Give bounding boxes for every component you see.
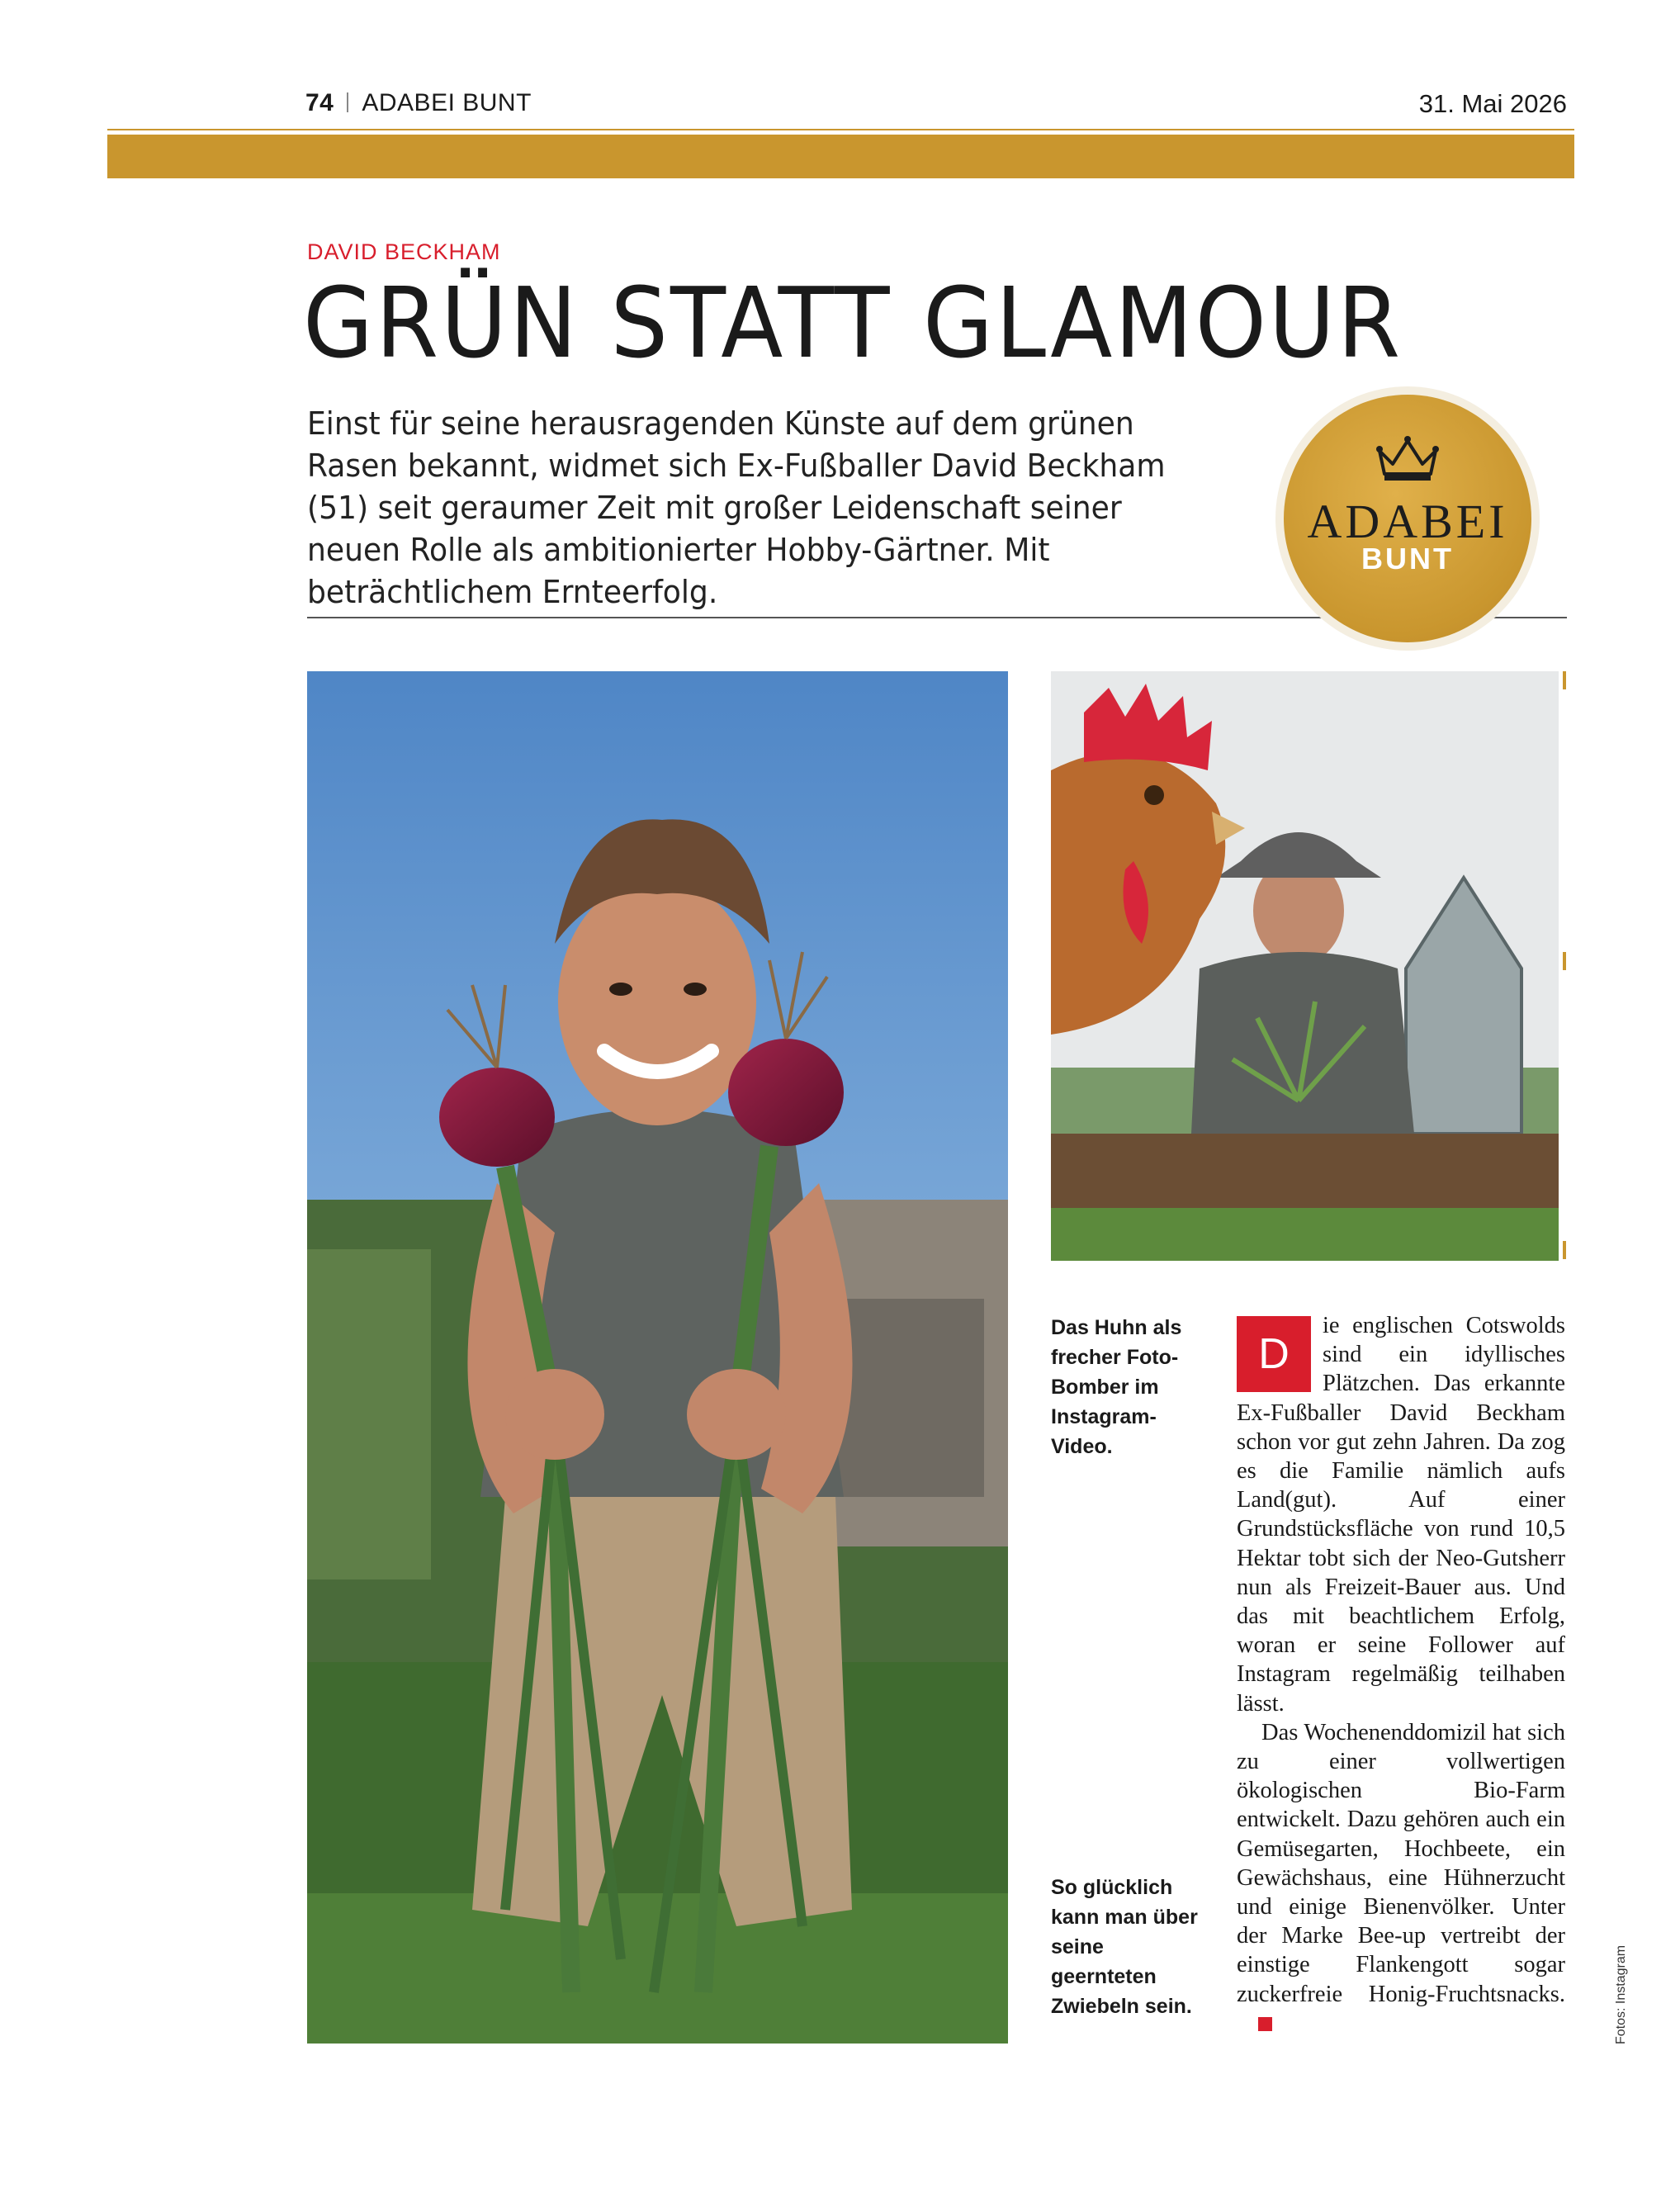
paragraph-1: [1237, 1311, 1565, 1718]
paragraph-1-text: ie englischen Cotswolds sind ein idyllisches Plätzchen. Das erkannte Ex-Fußballer David Beckham schon vor gut zehn Jahren. Da zog es die Familie nämlich aufs Land(gut). Auf einer Grundstücksfläche von rund 10,5 Hektar tobt sich der Neo-Gutsherr nun als Freizeit-Bauer aus. Und das mit beachtlichem Erfolg, woran er seine Follower auf Instagram regelmäßig teilhaben lässt.: [1237, 1313, 1565, 1717]
onion-harvest-illustration: [307, 671, 1008, 2044]
badge-subtitle: BUNT: [1361, 542, 1454, 575]
paragraph-2-text: Das Wochenenddomizil hat sich zu einer vollwertigen ökologischen Bio-Farm entwickelt. Dazu gehören auch ein Gemüsegarten, Hochbeete, ein Gewächshaus, eine Hühnerzucht und einige Bienenvölker. Unter der Marke Bee-up vertreibt der einstige Flankengott sogar zuckerfreie Honig-Fruchtsnacks.: [1237, 1719, 1565, 2007]
header-thin-rule: [107, 129, 1574, 130]
header-divider: [347, 92, 348, 112]
section-name: ADABEI BUNT: [362, 89, 532, 116]
page-number: 74: [305, 89, 334, 116]
chicken-photobomb-photo: [1051, 671, 1559, 1261]
caption-chicken: Das Huhn als frecher Foto-Bomber im Instagram-Video.: [1051, 1316, 1182, 1458]
badge-name: ADABEI: [1307, 495, 1508, 548]
photo-credit: Fotos: Instagram: [1614, 1944, 1628, 2044]
article-kicker: DAVID BECKHAM: [307, 239, 501, 264]
photo-edge-marks: [1563, 671, 1566, 1261]
caption-onions: So glücklich kann man über seine geernteten Zwiebeln sein.: [1051, 1876, 1198, 2018]
crown-icon: [1375, 433, 1441, 482]
header-gold-bar: [107, 135, 1574, 178]
paragraph-2: [1237, 1718, 1565, 2038]
page-header: [305, 89, 532, 117]
drop-cap: D: [1237, 1316, 1311, 1392]
onion-harvest-photo: [307, 671, 1008, 2044]
chicken-photobomb-illustration: [1051, 671, 1559, 1261]
adabei-badge: [1284, 395, 1531, 642]
article-title: GRÜN STATT GLAMOUR: [303, 266, 1403, 380]
article-lead: Einst für seine herausragenden Künste auf dem grünen Rasen bekannt, widmet sich Ex-Fußballer David Beckham (51) seit geraumer Zeit mit großer Leidenschaft seiner neuen Rolle als ambitionierter Hobby-Gärtner. Mit beträchtlichem Ernteerfolg.: [307, 405, 1166, 610]
article-body: [1237, 1311, 1565, 2038]
end-mark-icon: [1258, 2017, 1272, 2031]
issue-date: 31. Mai 2026: [1418, 89, 1567, 118]
